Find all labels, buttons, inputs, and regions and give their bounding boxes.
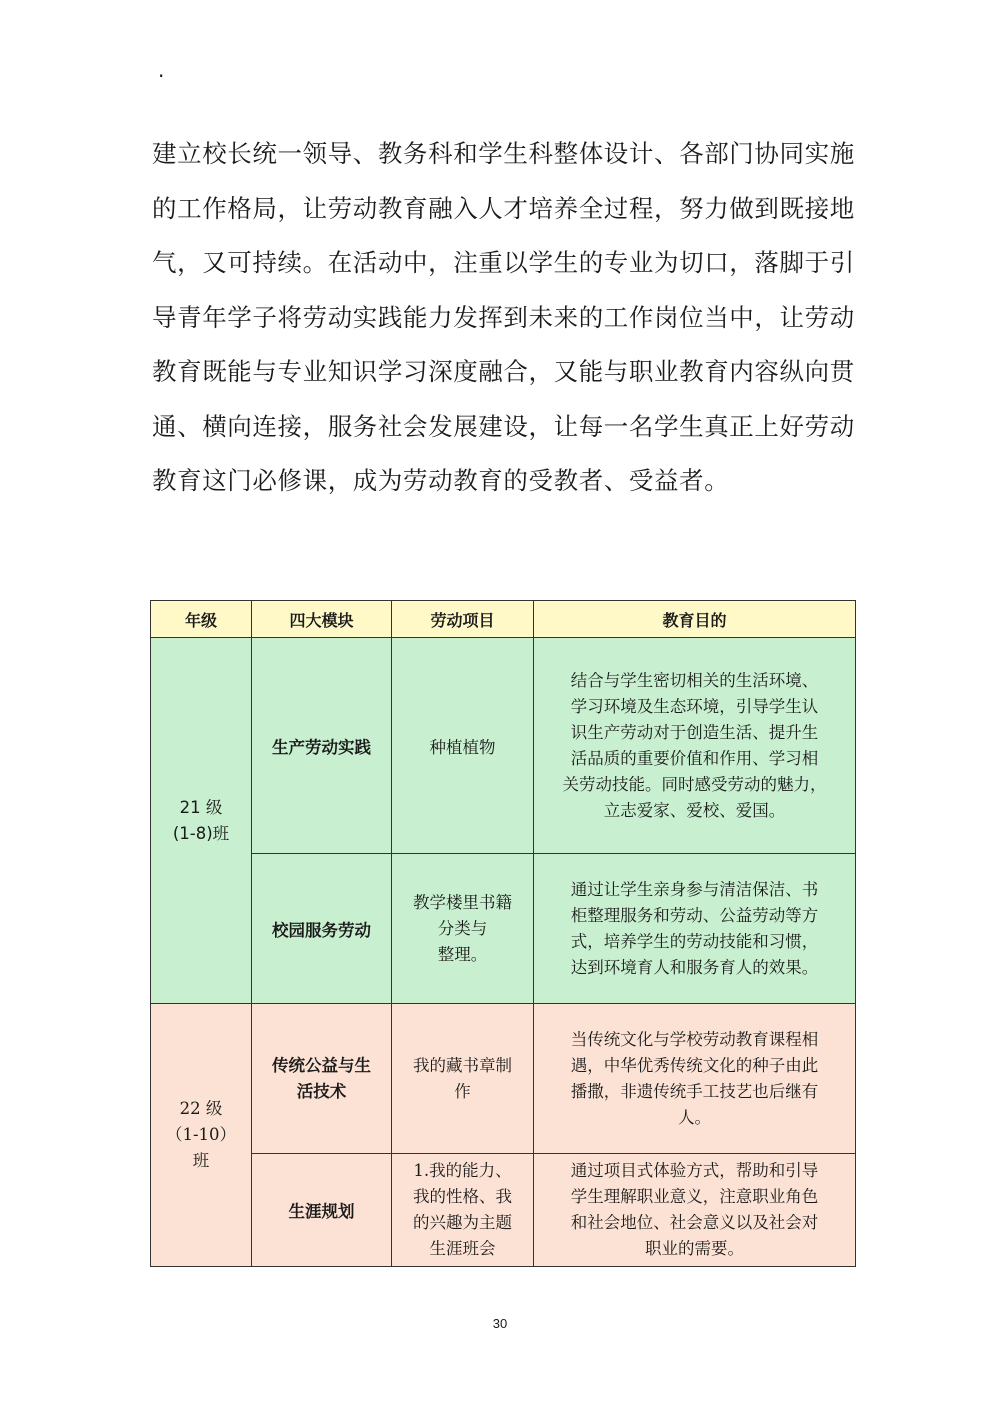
- module-cell: [252, 1004, 392, 1154]
- project-cell: [392, 1004, 534, 1154]
- goal-line: 结合与学生密切相关的生活环境、: [570, 670, 819, 690]
- goal-line: 达到环境育人和服务育人的效果。: [570, 957, 819, 977]
- grade-line: (1-8)班: [172, 823, 230, 843]
- goal-line: 和社会地位、社会意义以及社会对: [570, 1213, 819, 1232]
- paragraph-line: 通、横向连接，服务社会发展建设，让每一名学生真正上好劳动: [152, 411, 855, 441]
- paragraph-line: 的工作格局，让劳动教育融入人才培养全过程，努力做到既接地: [152, 193, 855, 223]
- goal-cell: [534, 638, 856, 854]
- goal-line: 立志爱家、爱校、爱国。: [603, 800, 786, 820]
- goal-line: 通过项目式体验方式，帮助和引导: [570, 1161, 819, 1180]
- paragraph-line: 建立校长统一领导、教务科和学生科整体设计、各部门协同实施: [152, 139, 855, 168]
- goal-line: 式，培养学生的劳动技能和习惯，: [570, 931, 819, 951]
- goal-cell: [534, 854, 856, 1004]
- goal-line: 人。: [678, 1107, 711, 1127]
- table-row: [151, 854, 856, 1004]
- header-grade: 年级: [151, 601, 252, 638]
- project-cell: [392, 1154, 534, 1267]
- project-line: 我的藏书章制: [413, 1055, 512, 1075]
- table-row: [151, 1004, 856, 1154]
- grade-line: （1-10）: [165, 1125, 237, 1144]
- project-line: 生涯班会: [429, 1239, 496, 1258]
- top-mark: ·: [158, 64, 165, 88]
- paragraph-line: 气，又可持续。在活动中，注重以学生的专业为切口，落脚于引: [152, 248, 855, 277]
- grade-cell: [151, 1004, 252, 1267]
- grade-line: 22 级: [179, 1099, 223, 1118]
- paragraph-line: 教育既能与专业知识学习深度融合，又能与职业教育内容纵向贯: [152, 357, 855, 386]
- module-cell: 校园服务劳动: [252, 854, 392, 1004]
- goal-line: 关劳动技能。同时感受劳动的魅力，: [562, 774, 827, 794]
- body-paragraph: [152, 127, 855, 509]
- project-line: 分类与: [437, 918, 488, 938]
- paragraph-line: 教育这门必修课，成为劳动教育的受教者、受益者。: [152, 466, 730, 495]
- module-cell: 生涯规划: [252, 1154, 392, 1267]
- module-cell: 生产劳动实践: [252, 638, 392, 854]
- goal-line: 学生理解职业意义，注意职业角色: [570, 1187, 819, 1206]
- project-cell: [392, 854, 534, 1004]
- table-row: [151, 638, 856, 854]
- project-line: 的兴趣为主题: [413, 1213, 512, 1232]
- goal-line: 柜整理服务和劳动、公益劳动等方: [570, 905, 819, 925]
- project-line: 整理。: [437, 944, 488, 964]
- project-line: 教学楼里书籍: [413, 892, 512, 912]
- project-cell: 种植植物: [392, 638, 534, 854]
- goal-line: 遇，中华优秀传统文化的种子由此: [570, 1055, 819, 1075]
- goal-line: 识生产劳动对于创造生活、提升生: [570, 722, 819, 742]
- goal-line: 当传统文化与学校劳动教育课程相: [570, 1029, 819, 1049]
- goal-cell: [534, 1154, 856, 1267]
- labor-education-table: [150, 600, 856, 1267]
- goal-cell: [534, 1004, 856, 1154]
- goal-line: 通过让学生亲身参与清洁保洁、书: [570, 879, 819, 899]
- goal-line: 活品质的重要价值和作用、学习相: [570, 748, 819, 768]
- grade-line: 班: [192, 1151, 210, 1170]
- table-header-row: [151, 601, 856, 638]
- goal-line: 职业的需要。: [645, 1239, 744, 1258]
- grade-line: 21 级: [179, 797, 223, 817]
- page-number: 30: [492, 1316, 508, 1331]
- project-line: 1.我的能力、: [413, 1161, 512, 1180]
- grade-cell: [151, 638, 252, 1004]
- header-goal: 教育目的: [534, 601, 856, 638]
- goal-line: 播撒，非遗传统手工技艺也后继有: [570, 1081, 819, 1101]
- module-line: 活技术: [296, 1081, 347, 1101]
- paragraph-line: 导青年学子将劳动实践能力发挥到未来的工作岗位当中，让劳动: [152, 302, 855, 332]
- header-module: 四大模块: [252, 601, 392, 638]
- goal-line: 学习环境及生态环境，引导学生认: [570, 696, 819, 716]
- project-line: 作: [454, 1081, 471, 1101]
- module-line: 传统公益与生: [272, 1055, 371, 1075]
- project-line: 我的性格、我: [413, 1187, 512, 1206]
- table-row: [151, 1154, 856, 1267]
- header-project: 劳动项目: [392, 601, 534, 638]
